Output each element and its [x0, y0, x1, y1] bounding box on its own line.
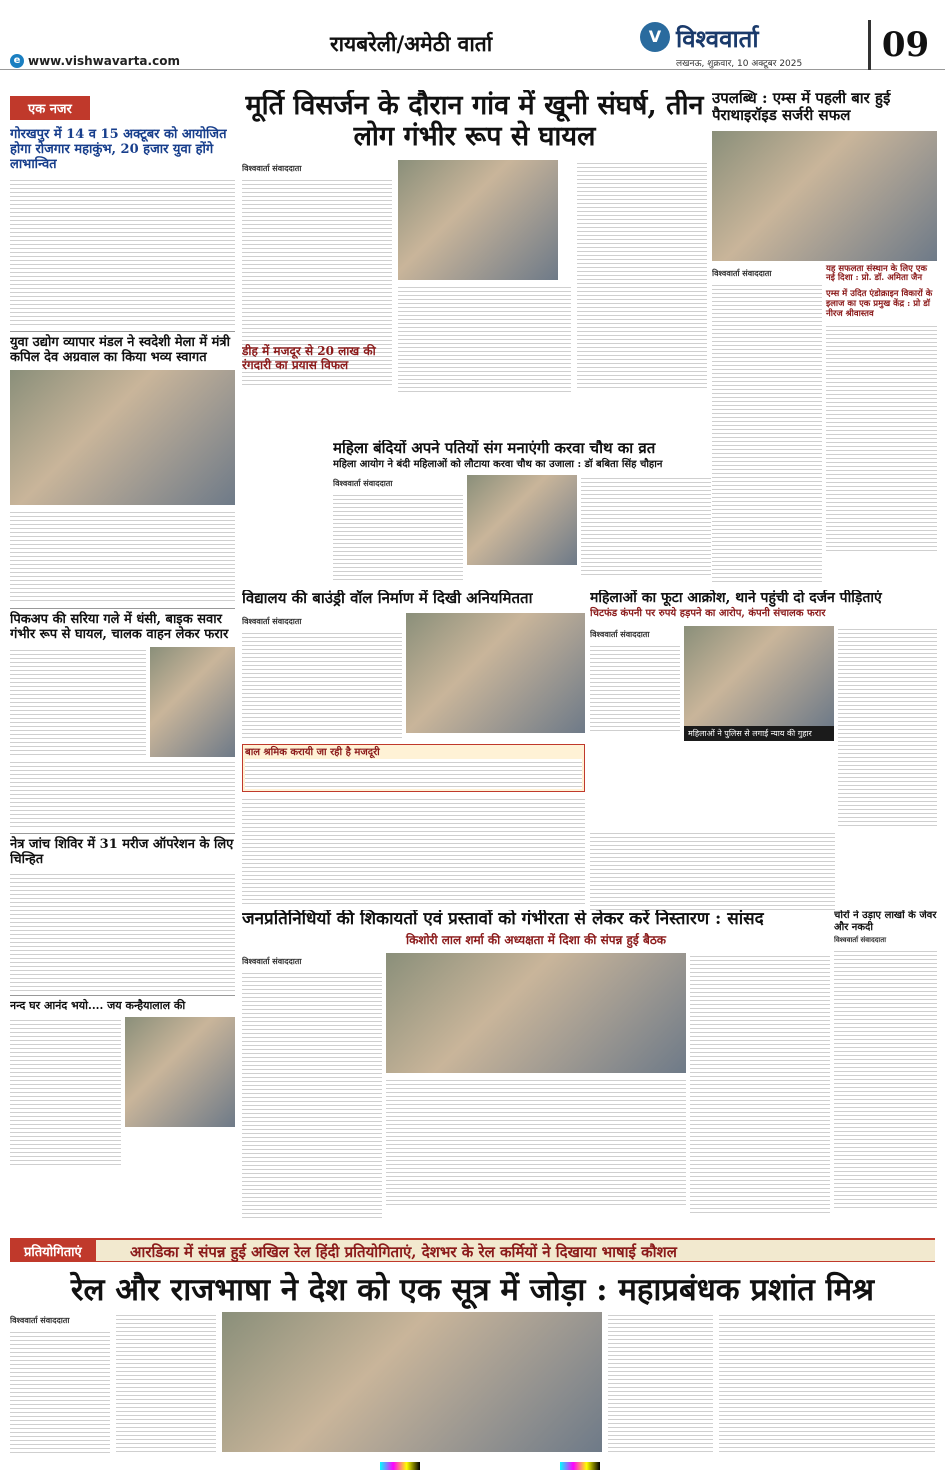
aiims-story [712, 90, 937, 590]
brand-name: विश्ववार्ता [676, 24, 759, 53]
article-body [242, 796, 585, 906]
bottom-story [10, 1312, 935, 1460]
brand-logo-icon: V [640, 22, 670, 52]
article-body [242, 630, 402, 740]
karwa-story [333, 440, 711, 585]
chitfund-headline: महिलाओं का फूटा आक्रोश, थाने पहुंची दो दर्जन पीड़िताएं [590, 590, 882, 606]
color-registration-strip [380, 1462, 420, 1470]
article-body [10, 1329, 110, 1454]
site-url[interactable]: www.vishwavarta.com [28, 54, 180, 68]
byline: विश्ववार्ता संवाददाता [242, 164, 302, 174]
page-number: 09 [868, 20, 940, 70]
subhead-deeh: डीह में मजदूर से 20 लाख की रंगदारी का प्रयास विफल [242, 344, 376, 372]
lead-story [242, 90, 707, 440]
dateline: लखनऊ, शुक्रवार, 10 अक्टूबर 2025 [676, 59, 803, 69]
article-body [10, 647, 146, 757]
wall-story [242, 590, 585, 910]
article-body [590, 643, 680, 733]
ek-nazar-label: एक नजर [10, 96, 90, 120]
article-body [826, 323, 937, 553]
competition-label: प्रतियोगिताएं [10, 1240, 96, 1262]
photo-babita-chauhan [467, 475, 577, 565]
aiims-headline: उपलब्धि : एम्स में पहली बार हुई पैराथाइरॉइड सर्जरी सफल [712, 90, 891, 125]
theft-headline: चोरों ने उड़ाए लाखों के जेवर और नकदी [834, 910, 937, 933]
color-registration-strip [560, 1462, 600, 1470]
article-body [398, 284, 571, 394]
article-body [386, 1077, 686, 1207]
article-body [10, 759, 235, 829]
photo-women-protest [684, 626, 834, 726]
child-labour-box-title: बाल श्रमिक करायी जा रही है मजदूरी [245, 747, 380, 759]
photo-caption: महिलाओं ने पुलिस से लगाई न्याय की गुहार [684, 726, 834, 741]
article-body [834, 948, 937, 1208]
bottom-headline: रेल और राजभाषा ने देश को एक सूत्र में जोड़ा : महाप्रबंधक प्रशांत मिश्र [70, 1272, 875, 1308]
photo-accident [150, 647, 235, 757]
article-body [10, 871, 235, 991]
photo-aiims-team [712, 131, 937, 261]
section-title: रायबरेली/अमेठी वार्ता [330, 31, 493, 56]
article-body [116, 1312, 216, 1452]
photo-bricks [406, 613, 585, 733]
headline-eye-camp: नेत्र जांच शिविर में 31 मरीज ऑपरेशन के लिए चिन्हित [10, 836, 234, 867]
masthead [0, 0, 945, 70]
article-body [333, 492, 463, 582]
article-body [10, 509, 235, 604]
karwa-subhead: महिला आयोग ने बंदी महिलाओं को लौटाया करवा चौथ का उजाला : डॉ बबिता सिंह चौहान [333, 459, 663, 471]
byline: विश्ववार्ता संवाददाता [834, 936, 887, 944]
article-body [690, 953, 830, 1213]
chitfund-subhead: चिटफंड कंपनी पर रुपये हड़पने का आरोप, कंपनी संचालक फरार [590, 608, 826, 620]
headline-janmashtami: नन्द घर आनंद भयो.... जय कन्हैयालाल की [10, 999, 186, 1013]
byline: विश्ववार्ता संवाददाता [333, 478, 393, 488]
article-body [10, 177, 235, 327]
competition-banner [10, 1238, 935, 1262]
byline: विश्ववार्ता संवाददाता [242, 957, 302, 967]
karwa-headline: महिला बंदियों अपने पतियों संग मनाएंगी करवा चौथ का व्रत [333, 440, 656, 457]
headline-swadeshi-mela: युवा उद्योग व्यापार मंडल ने स्वदेशी मेला में मंत्री कपिल देव अग्रवाल का किया भव्य स्वागत [10, 334, 230, 365]
byline: विश्ववार्ता संवाददाता [590, 629, 650, 639]
byline: विश्ववार्ता संवाददाता [712, 268, 772, 278]
article-body [577, 160, 707, 390]
e-paper-icon: e [10, 54, 24, 68]
wall-headline: विद्यालय की बाउंड्री वॉल निर्माण में दिखी अनियमितता [242, 590, 533, 607]
headline-rojgar: गोरखपुर में 14 व 15 अक्टूबर को आयोजित होगा रोजगार महाकुंभ, 20 हजार युवा होंगे लाभान्वित [10, 127, 227, 172]
mp-story [242, 910, 830, 1230]
pull-quote-1: यह सफलता संस्थान के लिए एक नई दिशा : प्रो. डॉ. अमिता जैन [826, 263, 928, 284]
competition-text: आरडिका में संपन्न हुई अखिल रेल हिंदी प्रतियोगिताएं, देशभर के रेल कर्मियों ने दिखाया भाषाई कौशल [130, 1243, 677, 1261]
photo-mela [10, 370, 235, 505]
photo-railway-event [222, 1312, 602, 1452]
article-body [838, 626, 937, 826]
article-body [590, 830, 835, 910]
photo-injured [398, 160, 558, 280]
article-body [719, 1312, 935, 1452]
photo-krishna [125, 1017, 235, 1127]
photo-disha-meeting [386, 953, 686, 1073]
byline: विश्ववार्ता संवाददाता [10, 1316, 70, 1325]
lead-headline: मूर्ति विसर्जन के दौरान गांव में खूनी संघर्ष, तीन लोग गंभीर रूप से घायल [245, 90, 704, 153]
headline-pickup: पिकअप की सरिया गले में धंसी, बाइक सवार गंभीर रूप से घायल, चालक वाहन लेकर फरार [10, 611, 229, 642]
chitfund-story [590, 590, 937, 910]
theft-story [834, 910, 937, 1230]
article-body [10, 1017, 121, 1167]
article-body [581, 475, 711, 575]
pull-quote-2: एम्स में उदित एंडोक्राइन विकारों के इलाज का एक प्रमुख केंद्र : प्रो डॉ नीरज श्रीवास्तव [826, 289, 933, 319]
article-body [608, 1312, 713, 1452]
byline: विश्ववार्ता संवाददाता [242, 617, 302, 627]
left-column [10, 96, 235, 1231]
mp-subhead: किशोरी लाल शर्मा की अध्यक्षता में दिशा की संपन्न हुई बैठक [405, 932, 667, 947]
article-body [242, 970, 382, 1220]
box-body [245, 759, 582, 789]
article-body [712, 282, 822, 582]
mp-headline: जनप्रतिनिधियों की शिकायतों एवं प्रस्तावों को गंभीरता से लेकर करें निस्तारण : सांसद [242, 910, 764, 929]
